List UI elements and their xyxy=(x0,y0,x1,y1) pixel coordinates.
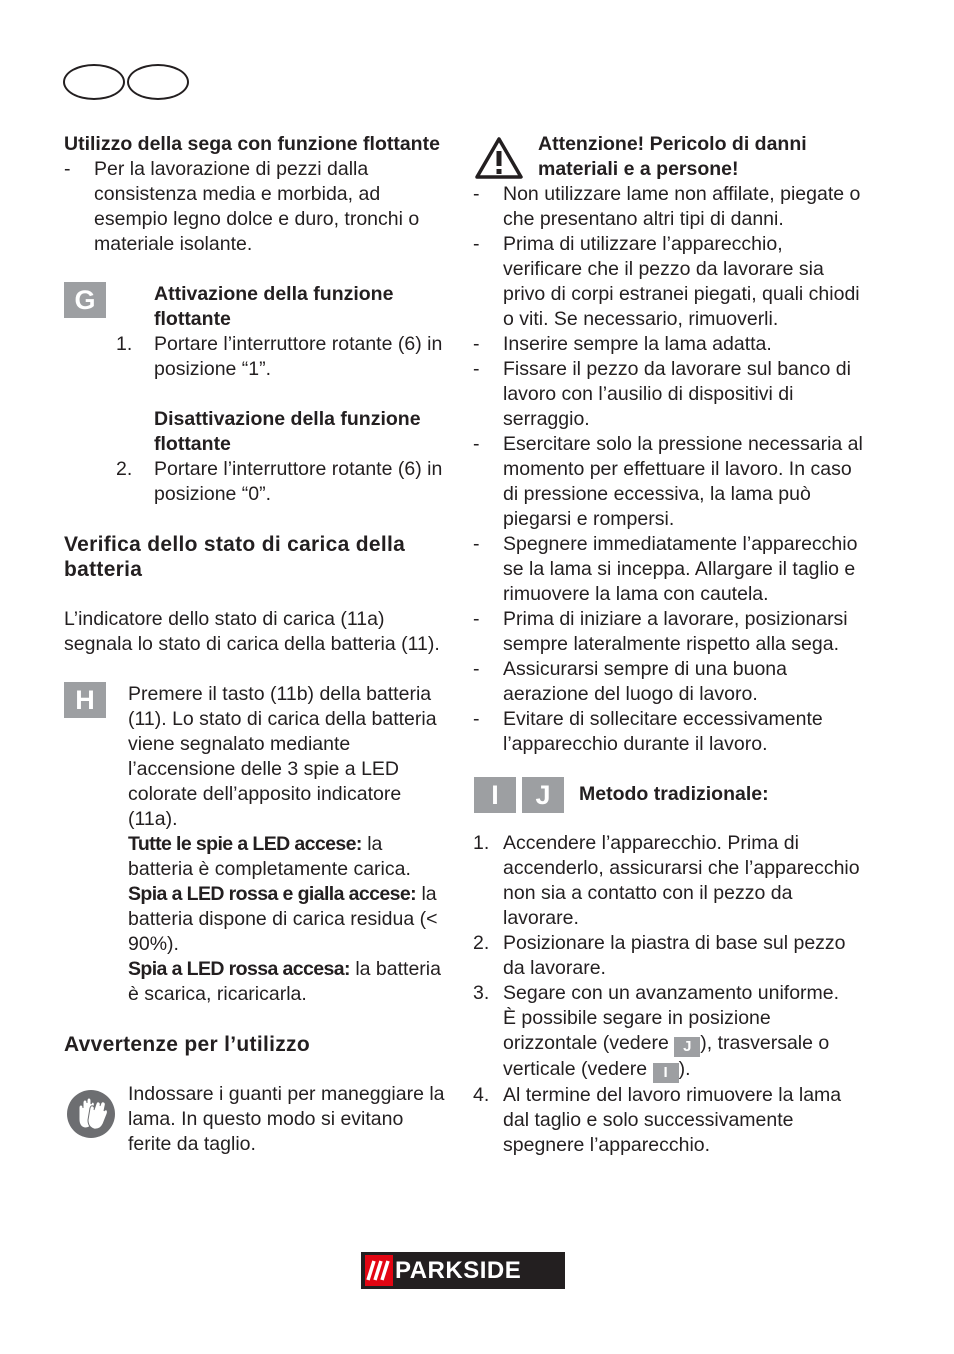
step2: 2. Portare l’interruttore rotante (6) in posizione “0”. xyxy=(116,458,443,505)
deactivation-title: Disattivazione della funzione flottante xyxy=(154,408,421,455)
warning-item: - Non utilizzare lame non affilate, piegate o che presentano altri tipi di danni. xyxy=(473,182,863,232)
i-badge: I xyxy=(474,777,516,813)
warning-item: - Evitare di sollecitare eccessivamente l’apparecchio durante il lavoro. xyxy=(473,707,863,757)
language-ovals xyxy=(63,64,189,100)
h-badge: H xyxy=(64,682,106,718)
warning-item: - Esercitare solo la pressione necessaria al momento per effettuare il lavoro. In caso di pressione eccessiva, la lama può piegarsi e rompersi. xyxy=(473,432,863,532)
method-step: 3. Segare con un avanzamento uniforme. È possibile segare in posizione orizzontale (vedere J ), trasversale o verticale (vedere I ). xyxy=(473,982,840,1081)
floating-list xyxy=(64,157,449,257)
warning-title: Attenzione! Pericolo di danni materiali e a persone! xyxy=(538,133,807,180)
warning-triangle-icon xyxy=(475,136,523,180)
floating-item: - Per la lavorazione di pezzi dalla consistenza media e morbida, ad esempio legno dolce e duro, tronchi o materiale isolante. xyxy=(64,157,449,257)
gloves-section xyxy=(64,1082,449,1157)
parkside-logo xyxy=(361,1252,565,1289)
gloves-text: Indossare i guanti per maneggiare la lama. In questo modo si evitano ferite da taglio. xyxy=(128,1083,445,1155)
battery-title: Verifica dello stato di carica della batteria xyxy=(64,533,406,581)
led-all: Tutte le spie a LED accese: la batteria è completamente carica. xyxy=(128,833,411,880)
g-badge: G xyxy=(64,282,106,318)
h-section xyxy=(64,682,449,1007)
g-section xyxy=(64,282,449,507)
left-column xyxy=(64,132,449,1157)
led-red: Spia a LED rossa accesa: la batteria è scarica, ricaricarla. xyxy=(128,958,441,1005)
method-step: 4. Al termine del lavoro rimuovere la lama dal taglio e solo successivamente spegnere l’apparecchio. xyxy=(473,1084,842,1156)
warning-item: - Fissare il pezzo da lavorare sul banco di lavoro con l’ausilio di dispositivi di serraggio. xyxy=(473,357,863,432)
warning-header xyxy=(473,132,863,182)
language-oval-right xyxy=(127,64,189,100)
right-column xyxy=(473,132,863,1158)
method-steps xyxy=(473,831,863,1158)
step1: 1. Portare l’interruttore rotante (6) in posizione “1”. xyxy=(116,333,443,380)
warning-item: - Inserire sempre la lama adatta. xyxy=(473,332,863,357)
warning-item: - Prima di utilizzare l’apparecchio, verificare che il pezzo da lavorare sia privo di corpi estranei piegati, quali chiodi o viti. Se necessario, rimuoverli. xyxy=(473,232,863,332)
floating-title: Utilizzo della sega con funzione flottante xyxy=(64,133,440,155)
logo-slashes xyxy=(365,1255,393,1286)
gloves-icon xyxy=(66,1089,116,1139)
i-inline-badge: I xyxy=(653,1063,679,1083)
j-badge: J xyxy=(522,777,564,813)
battery-intro: L’indicatore dello stato di carica (11a) segnala lo stato di carica della batteria (11). xyxy=(64,608,440,655)
h-text: Premere il tasto (11b) della batteria (11). Lo stato di carica della batteria viene segnalato mediante l’accensione delle 3 spie a LED colorate dell’apposito indicatore (11a). xyxy=(128,683,437,830)
activation-title: Attivazione della funzione flottante xyxy=(154,283,394,330)
warning-item: - Prima di iniziare a lavorare, posizionarsi sempre lateralmente rispetto alla sega. xyxy=(473,607,863,657)
method-title: Metodo tradizionale: xyxy=(579,783,769,805)
j-inline-badge: J xyxy=(674,1037,700,1057)
warning-item: - Spegnere immediatamente l’apparecchio se la lama si inceppa. Allargare il taglio e rimuovere la lama con cautela. xyxy=(473,532,863,607)
method-step: 2. Posizionare la piastra di base sul pezzo da lavorare. xyxy=(473,932,846,979)
usage-title: Avvertenze per l’utilizzo xyxy=(64,1033,310,1056)
language-oval-left xyxy=(63,64,125,100)
method-step: 1. Accendere l’apparecchio. Prima di accenderlo, assicurarsi che l’apparecchio non sia a contatto con il pezzo da lavorare. xyxy=(473,832,860,929)
method-header xyxy=(473,777,863,813)
warning-item: - Assicurarsi sempre di una buona aerazione del luogo di lavoro. xyxy=(473,657,863,707)
logo-text: PARKSIDE xyxy=(395,1257,522,1284)
warning-list xyxy=(473,182,863,757)
led-red-yellow: Spia a LED rossa e gialla accese: la batteria dispone di carica residua (< 90%). xyxy=(128,883,438,955)
